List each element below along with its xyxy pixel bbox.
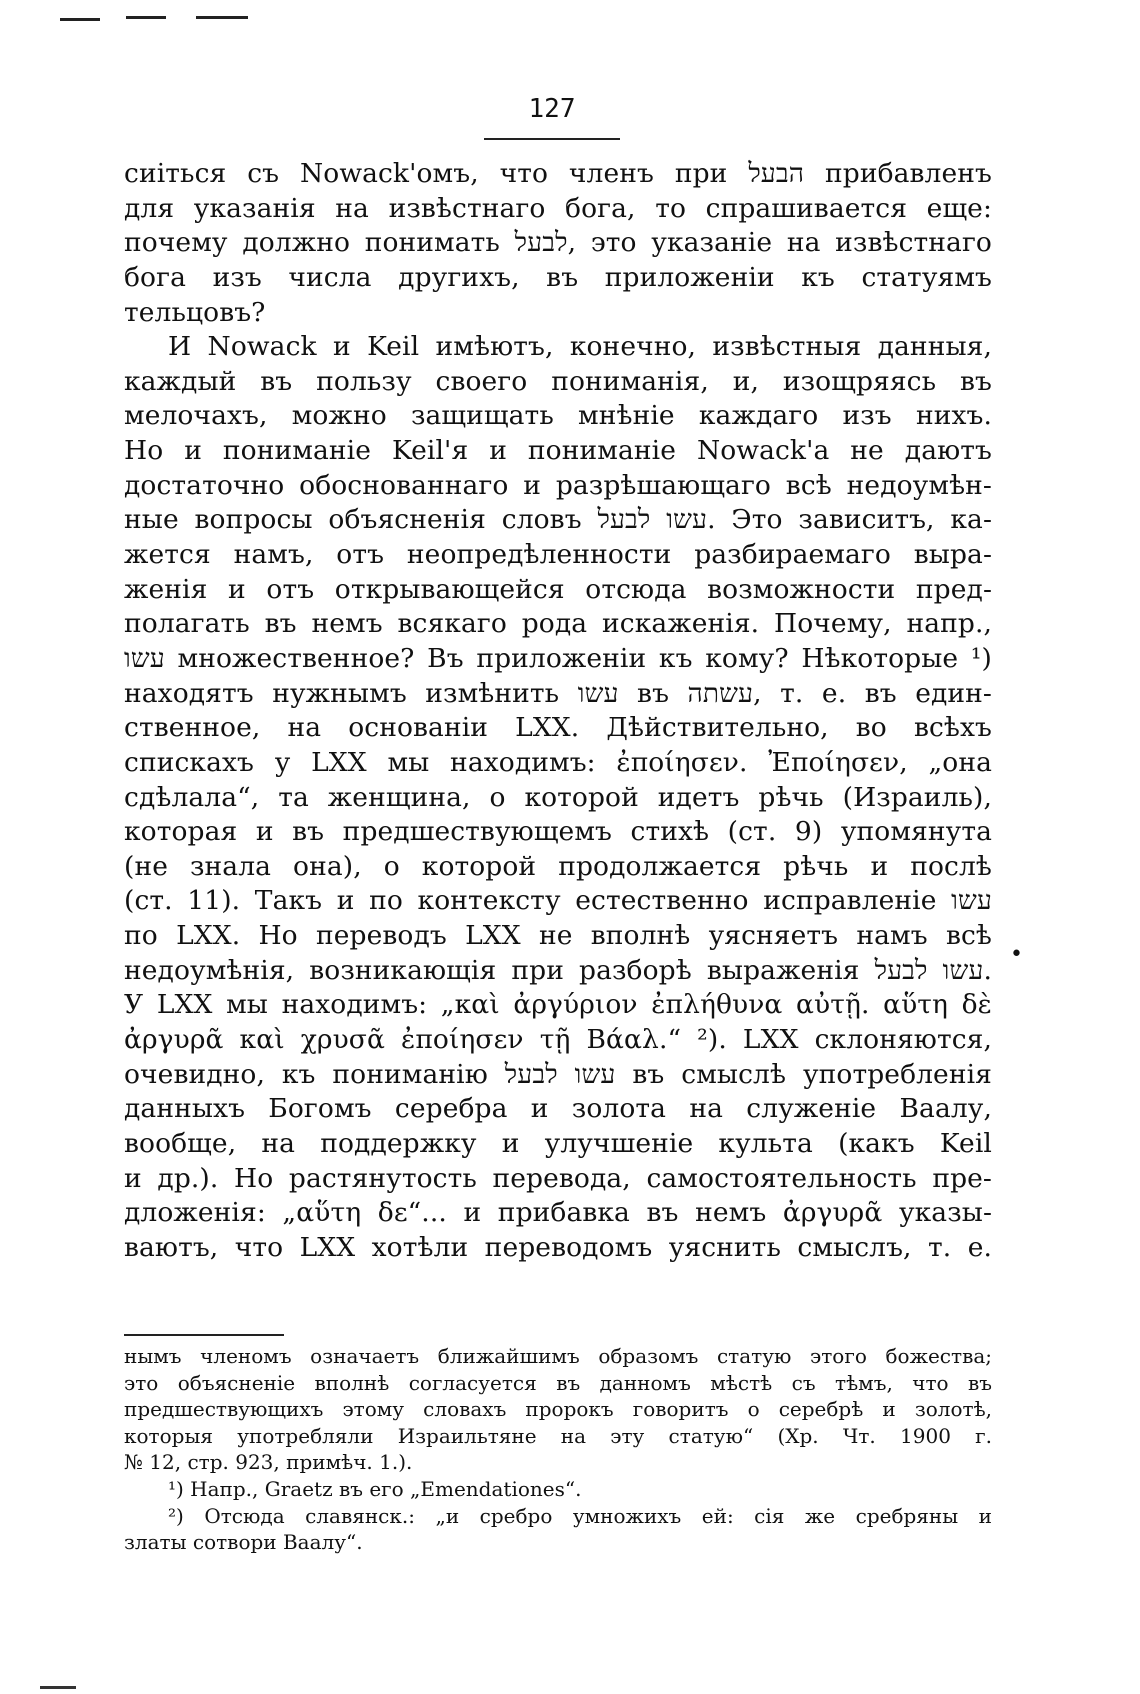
page-number: 127 bbox=[528, 94, 576, 124]
text-line: (ст. 11). Такъ и по контексту естественно исправленіе עשו bbox=[124, 885, 992, 917]
text-line: и др.). Но растянутость перевода, самостоятельность пре- bbox=[124, 1162, 992, 1194]
text-line: сдѣлала“, та женщина, о которой идетъ рѣчь (Израиль), bbox=[124, 781, 992, 813]
text-line: тельцовъ? bbox=[124, 296, 266, 328]
text-line: по LXX. Но переводъ LXX не вполнѣ уясняетъ намъ всѣ bbox=[124, 920, 992, 952]
text-line: находятъ нужнымъ измѣнить עשו въ עשתה, т. е. въ един- bbox=[124, 677, 992, 709]
footnote-line: предшествующихъ этому словахъ пророкъ говоритъ о серебрѣ и золотѣ, bbox=[124, 1397, 992, 1422]
text-line: каждый въ пользу своего пониманія, и, изощряясь въ bbox=[124, 365, 992, 397]
text-line: Но и пониманіе Keil'я и пониманіе Nowack'а не даютъ bbox=[124, 435, 992, 467]
text-line: ваютъ, что LXX хотѣли переводомъ уяснить смыслъ, т. е. bbox=[124, 1231, 992, 1263]
text-line: достаточно обоснованнаго и разрѣшающаго всѣ недоумѣн- bbox=[124, 469, 992, 501]
text-line: ἀργυρᾶ καὶ χρυσᾶ ἐποίησεν τῇ Βάαλ.“ ²). LXX склоняются, bbox=[124, 1024, 992, 1056]
text-line: недоумѣнія, возникающія при разборѣ выраженія עשו לבעל. bbox=[124, 954, 992, 986]
text-line: (не знала она), о которой продолжается рѣчь и послѣ bbox=[124, 850, 992, 882]
text-line: мелочахъ, можно защищать мнѣніе каждаго изъ нихъ. bbox=[124, 400, 992, 432]
text-line: бога изъ числа другихъ, въ приложеніи къ статуямъ bbox=[124, 261, 992, 293]
text-line: очевидно, къ пониманію עשו לבעל въ смыслѣ употребленія bbox=[124, 1058, 992, 1090]
text-line: сиіться съ Nowack'омъ, что членъ при הבעל прибавленъ bbox=[124, 158, 992, 189]
text-line: И Nowack и Keil имѣютъ, конечно, извѣстныя данныя, bbox=[168, 331, 992, 363]
footnote-line: нымъ членомъ означаетъ ближайшимъ образомъ статую этого божества; bbox=[124, 1344, 992, 1368]
text-line: для указанія на извѣстнаго бога, то спрашивается еще: bbox=[124, 192, 992, 224]
text-line: жется намъ, отъ неопредѣленности разбираемаго выра- bbox=[124, 539, 992, 571]
text-line: вообще, на поддержку и улучшеніе культа (какъ Keil bbox=[124, 1127, 992, 1159]
footnote-line: это объясненіе вполнѣ согласуется въ данномъ мѣстѣ съ тѣмъ, что въ bbox=[124, 1370, 992, 1395]
text-line: женія и отъ открывающейся отсюда возможности пред- bbox=[124, 573, 992, 605]
text-line: У LXX мы находимъ: „καὶ ἀργύριον ἐπλήθυνα αὐτῇ. αὕτη δὲ bbox=[124, 989, 992, 1021]
text-line: данныхъ Богомъ серебра и золота на служеніе Ваалу, bbox=[124, 1093, 992, 1125]
text-line: ственное, на основаніи LXX. Дѣйствительно, во всѣхъ bbox=[124, 712, 992, 744]
footnote-line: № 12, стр. 923, примѣч. 1.). bbox=[124, 1450, 413, 1475]
text-line: дложенія: „αὕτη δε“... и прибавка въ немъ ἀργυρᾶ указы- bbox=[124, 1197, 992, 1229]
text-line: ные вопросы объясненія словъ עשו לבעל. Это зависитъ, ка- bbox=[124, 504, 992, 536]
text-line: почему должно понимать לבעל, это указаніе на извѣстнаго bbox=[124, 227, 992, 259]
text-line: עשו множественное? Въ приложеніи къ кому? Нѣкоторые ¹) bbox=[124, 642, 992, 674]
margin-dot: • bbox=[1010, 942, 1023, 967]
footnote-separator bbox=[124, 1334, 284, 1336]
text-line: которая и въ предшествующемъ стихѣ (ст. 9) упомянута bbox=[124, 816, 992, 848]
footnote-line: ²) Отсюда славянск.: „и сребро умножихъ ей: сія же сребряны и bbox=[168, 1503, 992, 1528]
scan-artifact-bottom bbox=[40, 1686, 76, 1689]
scan-artifact-marks bbox=[60, 14, 260, 26]
footnote-line: златы сотвори Ваалу“. bbox=[124, 1530, 363, 1555]
text-line: спискахъ у LXX мы находимъ: ἐποίησεν. Ἐποίησεν, „она bbox=[124, 746, 992, 778]
page-number-rule bbox=[484, 138, 620, 140]
footnote-line: ¹) Напр., Graetz въ его „Emendationes“. bbox=[168, 1476, 582, 1501]
main-text-block bbox=[124, 157, 992, 1266]
footnote-line: которыя употребляли Израильтяне на эту статую“ (Хр. Чт. 1900 г. bbox=[124, 1423, 992, 1448]
text-line: полагать въ немъ всякаго рода искаженія. Почему, напр., bbox=[124, 608, 992, 640]
footnotes-block bbox=[124, 1343, 992, 1556]
